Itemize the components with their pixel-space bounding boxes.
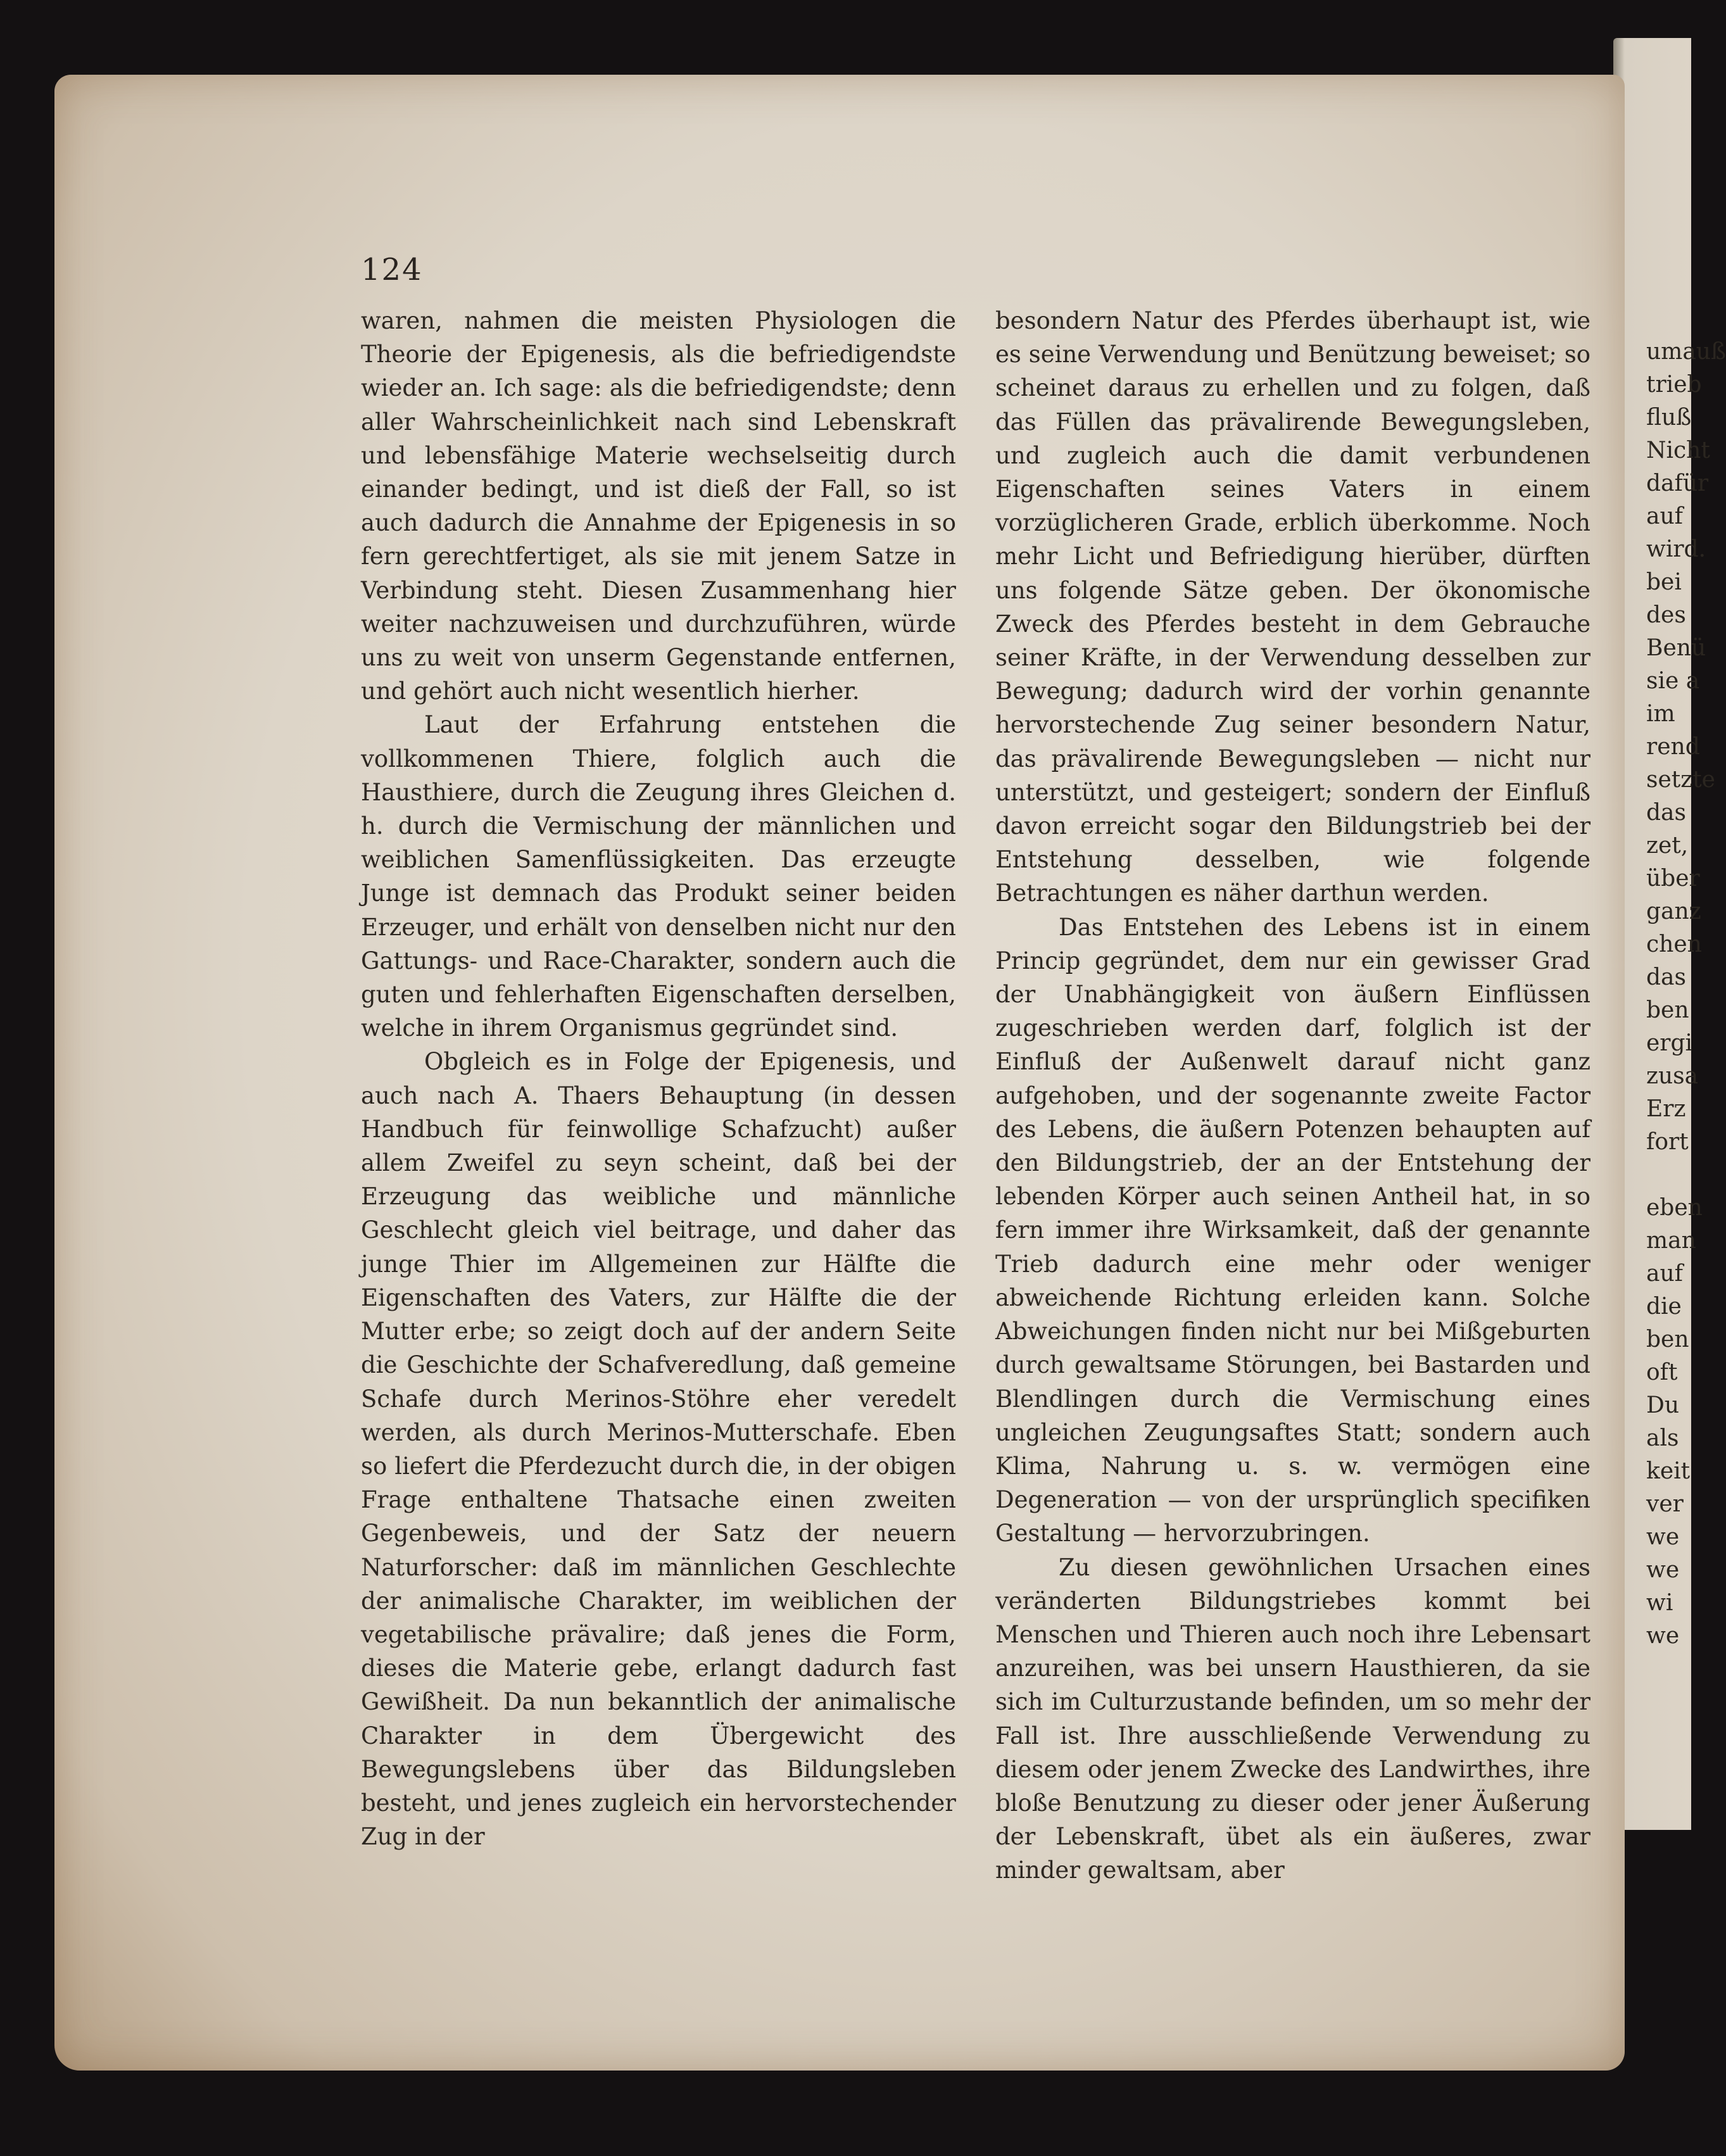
next-page-edge bbox=[1613, 38, 1726, 1830]
next-page-text-fragments: umauß trieb fluß Nicht dafür auf wird. bei des Benü sie a im rend setzte das zet, über ganz chen das ben ergi zusa Erz fort eben man auf die ben oft Du als keit ver we we wi we bbox=[1646, 339, 1726, 1649]
page-number: 124 bbox=[361, 252, 423, 287]
paragraph: besondern Natur des Pferdes überhaupt ist, wie es seine Verwendung und Benützung beweiset; so scheinet daraus zu erhellen und zu folgen, daß das Füllen das prävalirende Bewegungsleben, und zugleich auch die damit verbundenen Eigenschaften seines Vaters in einem vorzüglicheren Grade, erblich überkomme. Noch mehr Licht und Befriedigung hierüber, dürften uns folgende Sätze geben. Der ökonomische Zweck des Pferdes besteht in dem Gebrauche seiner Kräfte, in der Verwendung desselben zur Bewegung; dadurch wird der vorhin genannte hervorstechende Zug seiner besondern Natur, das prävalirende Bewegungsleben — nicht nur unterstützt, und gesteigert; sondern der Einfluß davon erreicht sogar den Bildungstrieb bei der Entstehung desselben, wie folgende Betrachtungen es näher darthun werden. bbox=[995, 307, 1591, 907]
paragraph: Zu diesen gewöhnlichen Ursachen eines veränderten Bildungstriebes kommt bei Menschen und Thieren auch noch ihre Lebensart anzureihen, was bei unsern Hausthieren, da sie sich im Culturzustande befinden, um so mehr der Fall ist. Ihre ausschließende Verwendung zu diesem oder jenem Zwecke des Landwirthes, ihre bloße Benutzung zu dieser oder jener Äußerung der Lebenskraft, übet als ein äußeres, zwar minder gewaltsam, aber bbox=[995, 1553, 1591, 1884]
paragraph: Laut der Erfahrung entstehen die vollkommenen Thiere, folglich auch die Hausthiere, durch die Zeugung ihres Gleichen d. h. durch die Vermischung der männlichen und weiblichen Samenflüssigkeiten. Das erzeugte Junge ist demnach das Produkt seiner beiden Erzeuger, und erhält von denselben nicht nur den Gattungs- und Race-Charakter, sondern auch die guten und fehlerhaften Eigenschaften derselben, welche in ihrem Organismus gegründet sind. bbox=[361, 711, 956, 1042]
paragraph: Obgleich es in Folge der Epigenesis, und auch nach A. Thaers Behauptung (in dessen Handbuch für feinwollige Schafzucht) außer allem Zweifel zu seyn scheint, daß bei der Erzeugung das weibliche und männliche Geschlecht gleich viel beitrage, und daher das junge Thier im Allgemeinen zur Hälfte die Eigenschaften des Vaters, zur Hälfte die der Mutter erbe; so zeigt doch auf der andern Seite die Geschichte der Schafveredlung, daß gemeine Schafe durch Merinos-Stöhre eher veredelt werden, als durch Merinos-Mutterschafe. Eben so liefert die Pferdezucht durch die, in der obigen Frage enthaltene Thatsache einen zweiten Gegenbeweis, und der Satz der neuern Naturforscher: daß im männlichen Geschlechte der animalische Charakter, im weiblichen der vegetabilische prävalire; daß jenes die Form, dieses die Materie gebe, erlangt dadurch fast Gewißheit. Da nun bekanntlich der animalische Charakter in dem Übergewicht des Bewegungslebens über das Bildungsleben besteht, und jenes zugleich ein hervorstechender Zug in der bbox=[361, 1048, 956, 1851]
left-column bbox=[361, 304, 956, 1853]
paragraph: waren, nahmen die meisten Physiologen die Theorie der Epigenesis, als die befriedigendste wieder an. Ich sage: als die befriedigendste; denn aller Wahrscheinlichkeit nach sind Lebenskraft und lebensfähige Materie wechselseitig durch einander bedingt, und ist dieß der Fall, so ist auch dadurch die Annahme der Epigenesis in so fern gerechtfertiget, als sie mit jenem Satze in Verbindung steht. Diesen Zusammenhang hier weiter nachzuweisen und durchzuführen, würde uns zu weit von unserm Gegenstande entfernen, und gehört auch nicht wesentlich hierher. bbox=[361, 307, 956, 705]
paragraph: Das Entstehen des Lebens ist in einem Princip gegründet, dem nur ein gewisser Grad der Unabhängigkeit von äußern Einflüssen zugeschrieben werden darf, folglich ist der Einfluß der Außenwelt darauf nicht ganz aufgehoben, und der sogenannte zweite Factor des Lebens, die äußern Potenzen behaupten auf den Bildungstrieb, der an der Entstehung der lebenden Körper auch seinen Antheil hat, in so fern immer ihre Wirksamkeit, daß der genannte Trieb dadurch eine mehr oder weniger abweichende Richtung erleiden kann. Solche Abweichungen finden nicht nur bei Mißgeburten durch gewaltsame Störungen, bei Bastarden und Blendlingen durch die Vermischung eines ungleichen Zeugungsaftes Statt; sondern auch Klima, Nahrung u. s. w. vermögen eine Degeneration — von der ursprünglich specifiken Gestaltung — hervorzubringen. bbox=[995, 913, 1591, 1548]
right-column bbox=[995, 304, 1591, 1888]
